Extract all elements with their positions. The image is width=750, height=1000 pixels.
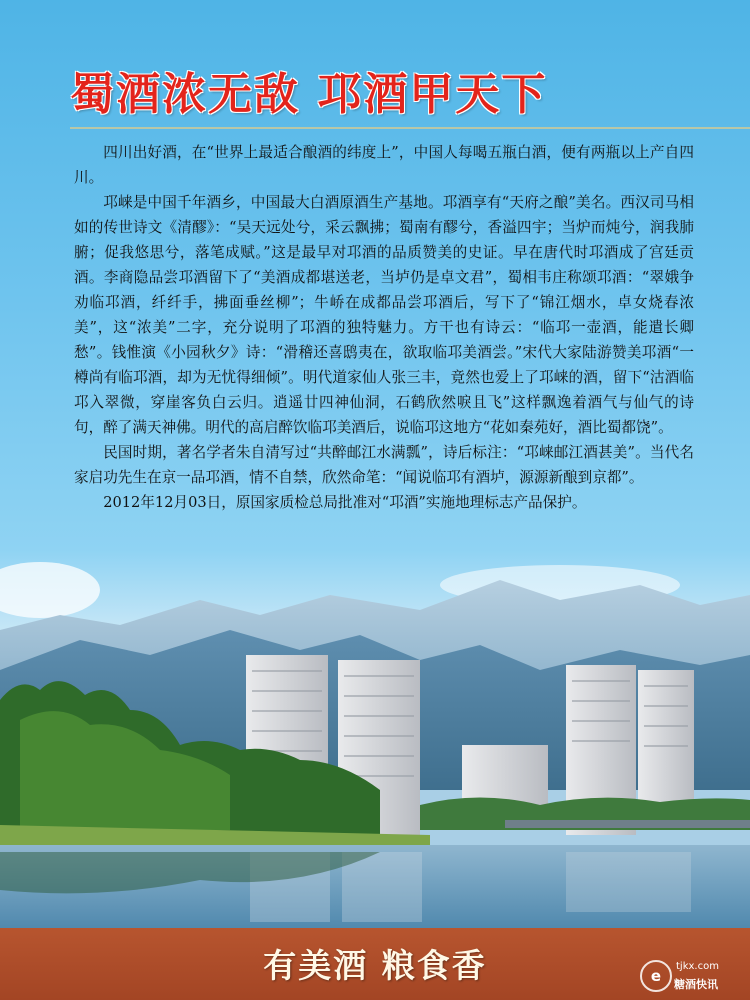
article-body <box>74 140 694 515</box>
bridge <box>505 820 750 828</box>
paragraph-history: 邛崃是中国千年酒乡，中国最大白酒原酒生产基地。邛酒享有“天府之酿”美名。西汉司马相如的传世诗文《清醪》：“吴天远处兮，采云飘拂；蜀南有醪兮，香溢四宇；当炉而炖兮，润我肺腑；促我悠思兮，落笔成赋。”这是最早对邛酒的品质赞美的史证。早在唐代时邛酒成了宫廷贡酒。李商隐品尝邛酒留下了“美酒成都堪送老，当垆仍是卓文君”，蜀相韦庄称颂邛酒：“翠娥争劝临邛酒，纤纤手，拂面垂丝柳”；牛峤在成都品尝邛酒后，写下了“锦江烟水，卓女烧春浓美”，这“浓美”二字，充分说明了邛酒的独特魅力。方干也有诗云：“临邛一壶酒，能遣长卿愁”。钱惟演《小园秋夕》诗：“滑稽还喜鸱夷在，欲取临邛美酒尝。”宋代大家陆游赞美邛酒“一樽尚有临邛酒，却为无忧得细倾”。明代道家仙人张三丰，竟然也爱上了邛崃的酒，留下“沽酒临邛入翠微，穿崖客负白云归。逍遥廿四神仙洞，石鹤欣然唳且飞”这样飘逸着酒气与仙气的诗句，醉了满天神佛。明代的高启醉饮临邛美酒后，说临邛这地方“花如秦苑好，酒比蜀都饶”。 <box>74 194 694 436</box>
cloud <box>0 562 100 618</box>
watermark-name: 糖酒快讯 <box>674 978 718 991</box>
page-title: 蜀酒浓无敌 邛酒甲天下 <box>70 69 548 120</box>
footer-slogan: 有美酒 粮食香 <box>263 946 487 985</box>
paragraph-modern: 民国时期，著名学者朱自清写过“共醉邮江水满瓢”，诗后标注：“邛崃邮江酒甚美”。当代名家启功先生在京一品邛酒，情不自禁，欣然命笔：“闻说临邛有酒垆，源源新酿到京都”。 <box>74 444 694 486</box>
paragraph-intro: 四川出好酒，在“世界上最适合酿酒的纬度上”，中国人每喝五瓶白酒，便有两瓶以上产自四川。 <box>74 144 694 186</box>
city-lakeside-scenery <box>0 560 750 930</box>
reflection <box>566 852 691 912</box>
e-logo-icon: e <box>640 960 672 992</box>
paragraph-protection: 2012年12月03日，原国家质检总局批准对“邛酒”实施地理标志产品保护。 <box>103 494 587 511</box>
title-divider <box>70 127 750 129</box>
watermark-domain: tjkx.com <box>676 961 719 972</box>
